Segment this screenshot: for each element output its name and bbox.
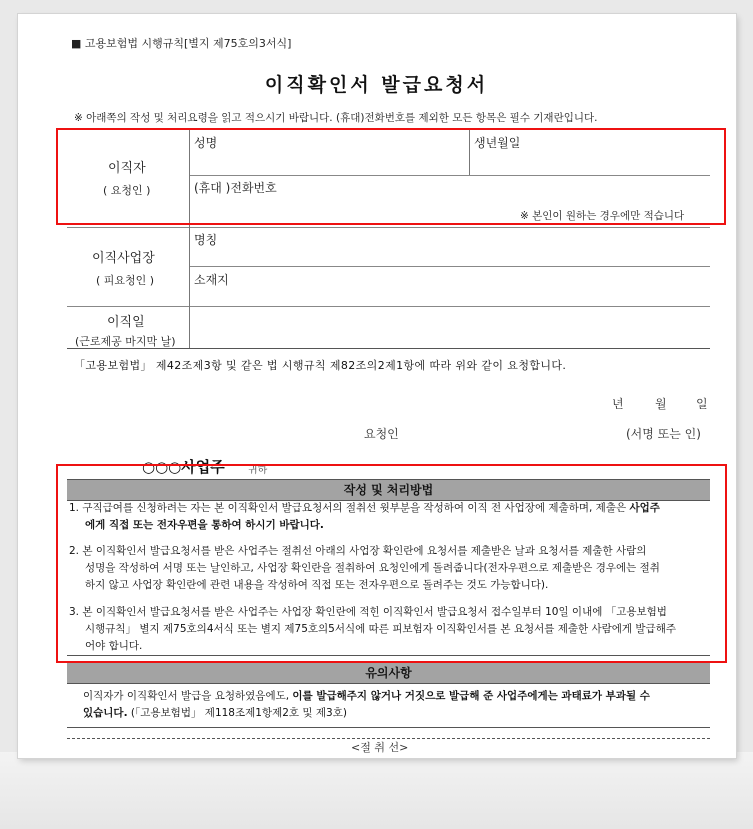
leave-date-sub-label: (근로제공 마지막 날) — [75, 335, 176, 348]
caution-text-d: (「고용보험법」 제118조제1항제2호 및 제3호) — [127, 707, 347, 719]
item-number: 1. — [69, 502, 80, 514]
cut-line-label: <절 취 선> — [345, 739, 414, 755]
item-text: 본 이직확인서 발급요청서를 받은 사업주는 사업장 확인란에 적힌 이직확인서 발급요청서 접수일부터 10일 이내에 「고용보험법 — [82, 606, 667, 618]
caution-text-a: 이직자가 이직확인서 발급을 요청하였음에도, — [83, 690, 293, 702]
item-text: 어야 합니다. — [85, 640, 143, 652]
applicant-sub-label: ( 요청인 ) — [103, 184, 151, 197]
workplace-label: 이직사업장 — [92, 251, 155, 266]
divider — [67, 227, 710, 228]
addressee-suffix: 귀하 — [248, 465, 268, 476]
caution-text-c: 있습니다. — [83, 707, 128, 719]
item-text: 시행규칙」 별지 제75호의4서식 또는 별지 제75호의5서식에 따른 피보험자 이직확인서를 본 요청서를 제출한 사람에게 발급해주 — [85, 623, 676, 635]
date-day-label: 일 — [696, 397, 708, 411]
divider — [190, 266, 710, 267]
company-name-field[interactable]: 명칭 — [194, 233, 218, 247]
caution-section-title: 유의사항 — [67, 662, 710, 684]
item-bold-text: 사업주 — [629, 502, 660, 514]
requester-label: 요청인 — [364, 427, 399, 441]
applicant-label: 이직자 — [108, 161, 146, 176]
item-number: 3. — [69, 606, 80, 618]
method-section-title: 작성 및 처리방법 — [67, 479, 710, 501]
caution-text-b: 이를 발급해주지 않거나 거짓으로 발급해 준 사업주에게는 과태료가 부과될 수 — [292, 690, 650, 702]
leave-date-field[interactable] — [191, 308, 709, 347]
item-text: 하지 않고 사업장 확인란에 관련 내용을 작성하여 직접 또는 전자우편으로 돌려주는 것도 가능합니다). — [85, 579, 549, 591]
leave-date-label: 이직일 — [107, 315, 145, 330]
highlight-box-applicant — [56, 128, 726, 225]
item-text: 성명을 작성하여 서명 또는 날인하고, 사업장 확인란을 절취하여 요청인에게 돌려줍니다(전자우편으로 제출받은 경우에는 절취 — [85, 562, 660, 574]
divider — [67, 727, 710, 728]
signature-field[interactable]: (서명 또는 인) — [626, 427, 701, 441]
page-title: 이직확인서 발급요청서 — [264, 74, 489, 96]
item-number: 2. — [69, 545, 80, 557]
item-bold-text: 에게 직접 또는 전자우편을 통하여 하시기 바랍니다. — [85, 519, 324, 531]
form-header: ■ 고용보험법 시행규칙[별지 제75호의3서식] — [71, 37, 292, 50]
phone-note: ※ 본인이 원하는 경우에만 적습니다 — [520, 210, 685, 222]
workplace-sub-label: ( 피요청인 ) — [96, 274, 155, 287]
birth-date-field[interactable]: 생년월일 — [474, 136, 521, 150]
divider — [67, 306, 710, 307]
notice-text: ※ 아래쪽의 작성 및 처리요령을 읽고 적으시기 바랍니다. (휴대)전화번호를 제외한 모든 항목은 필수 기재란입니다. — [74, 112, 598, 124]
name-field[interactable]: 성명 — [194, 136, 218, 150]
phone-field[interactable]: (휴대 )전화번호 — [194, 181, 277, 195]
highlight-box-method — [56, 464, 727, 663]
item-text: 구직급여를 신청하려는 자는 본 이직확인서 발급요청서의 절취선 윗부분을 작성하여 이직 전 사업장에 제출하며, 제출은 — [82, 502, 630, 514]
item-text: 본 이직확인서 발급요청서를 받은 사업주는 절취선 아래의 사업장 확인란에 요청서를 제출받은 날과 요청서를 제출한 사람의 — [82, 545, 647, 557]
caution-text — [83, 688, 708, 722]
date-month-label: 월 — [655, 397, 667, 411]
page-shadow — [0, 752, 753, 829]
addressee: ○○○사업주 — [142, 458, 225, 476]
date-year-label: 년 — [612, 397, 624, 411]
company-address-field[interactable]: 소재지 — [194, 273, 229, 287]
request-statement: 「고용보험법」 제42조제3항 및 같은 법 시행규칙 제82조의2제1항에 따라 위와 같이 요청합니다. — [74, 359, 567, 372]
